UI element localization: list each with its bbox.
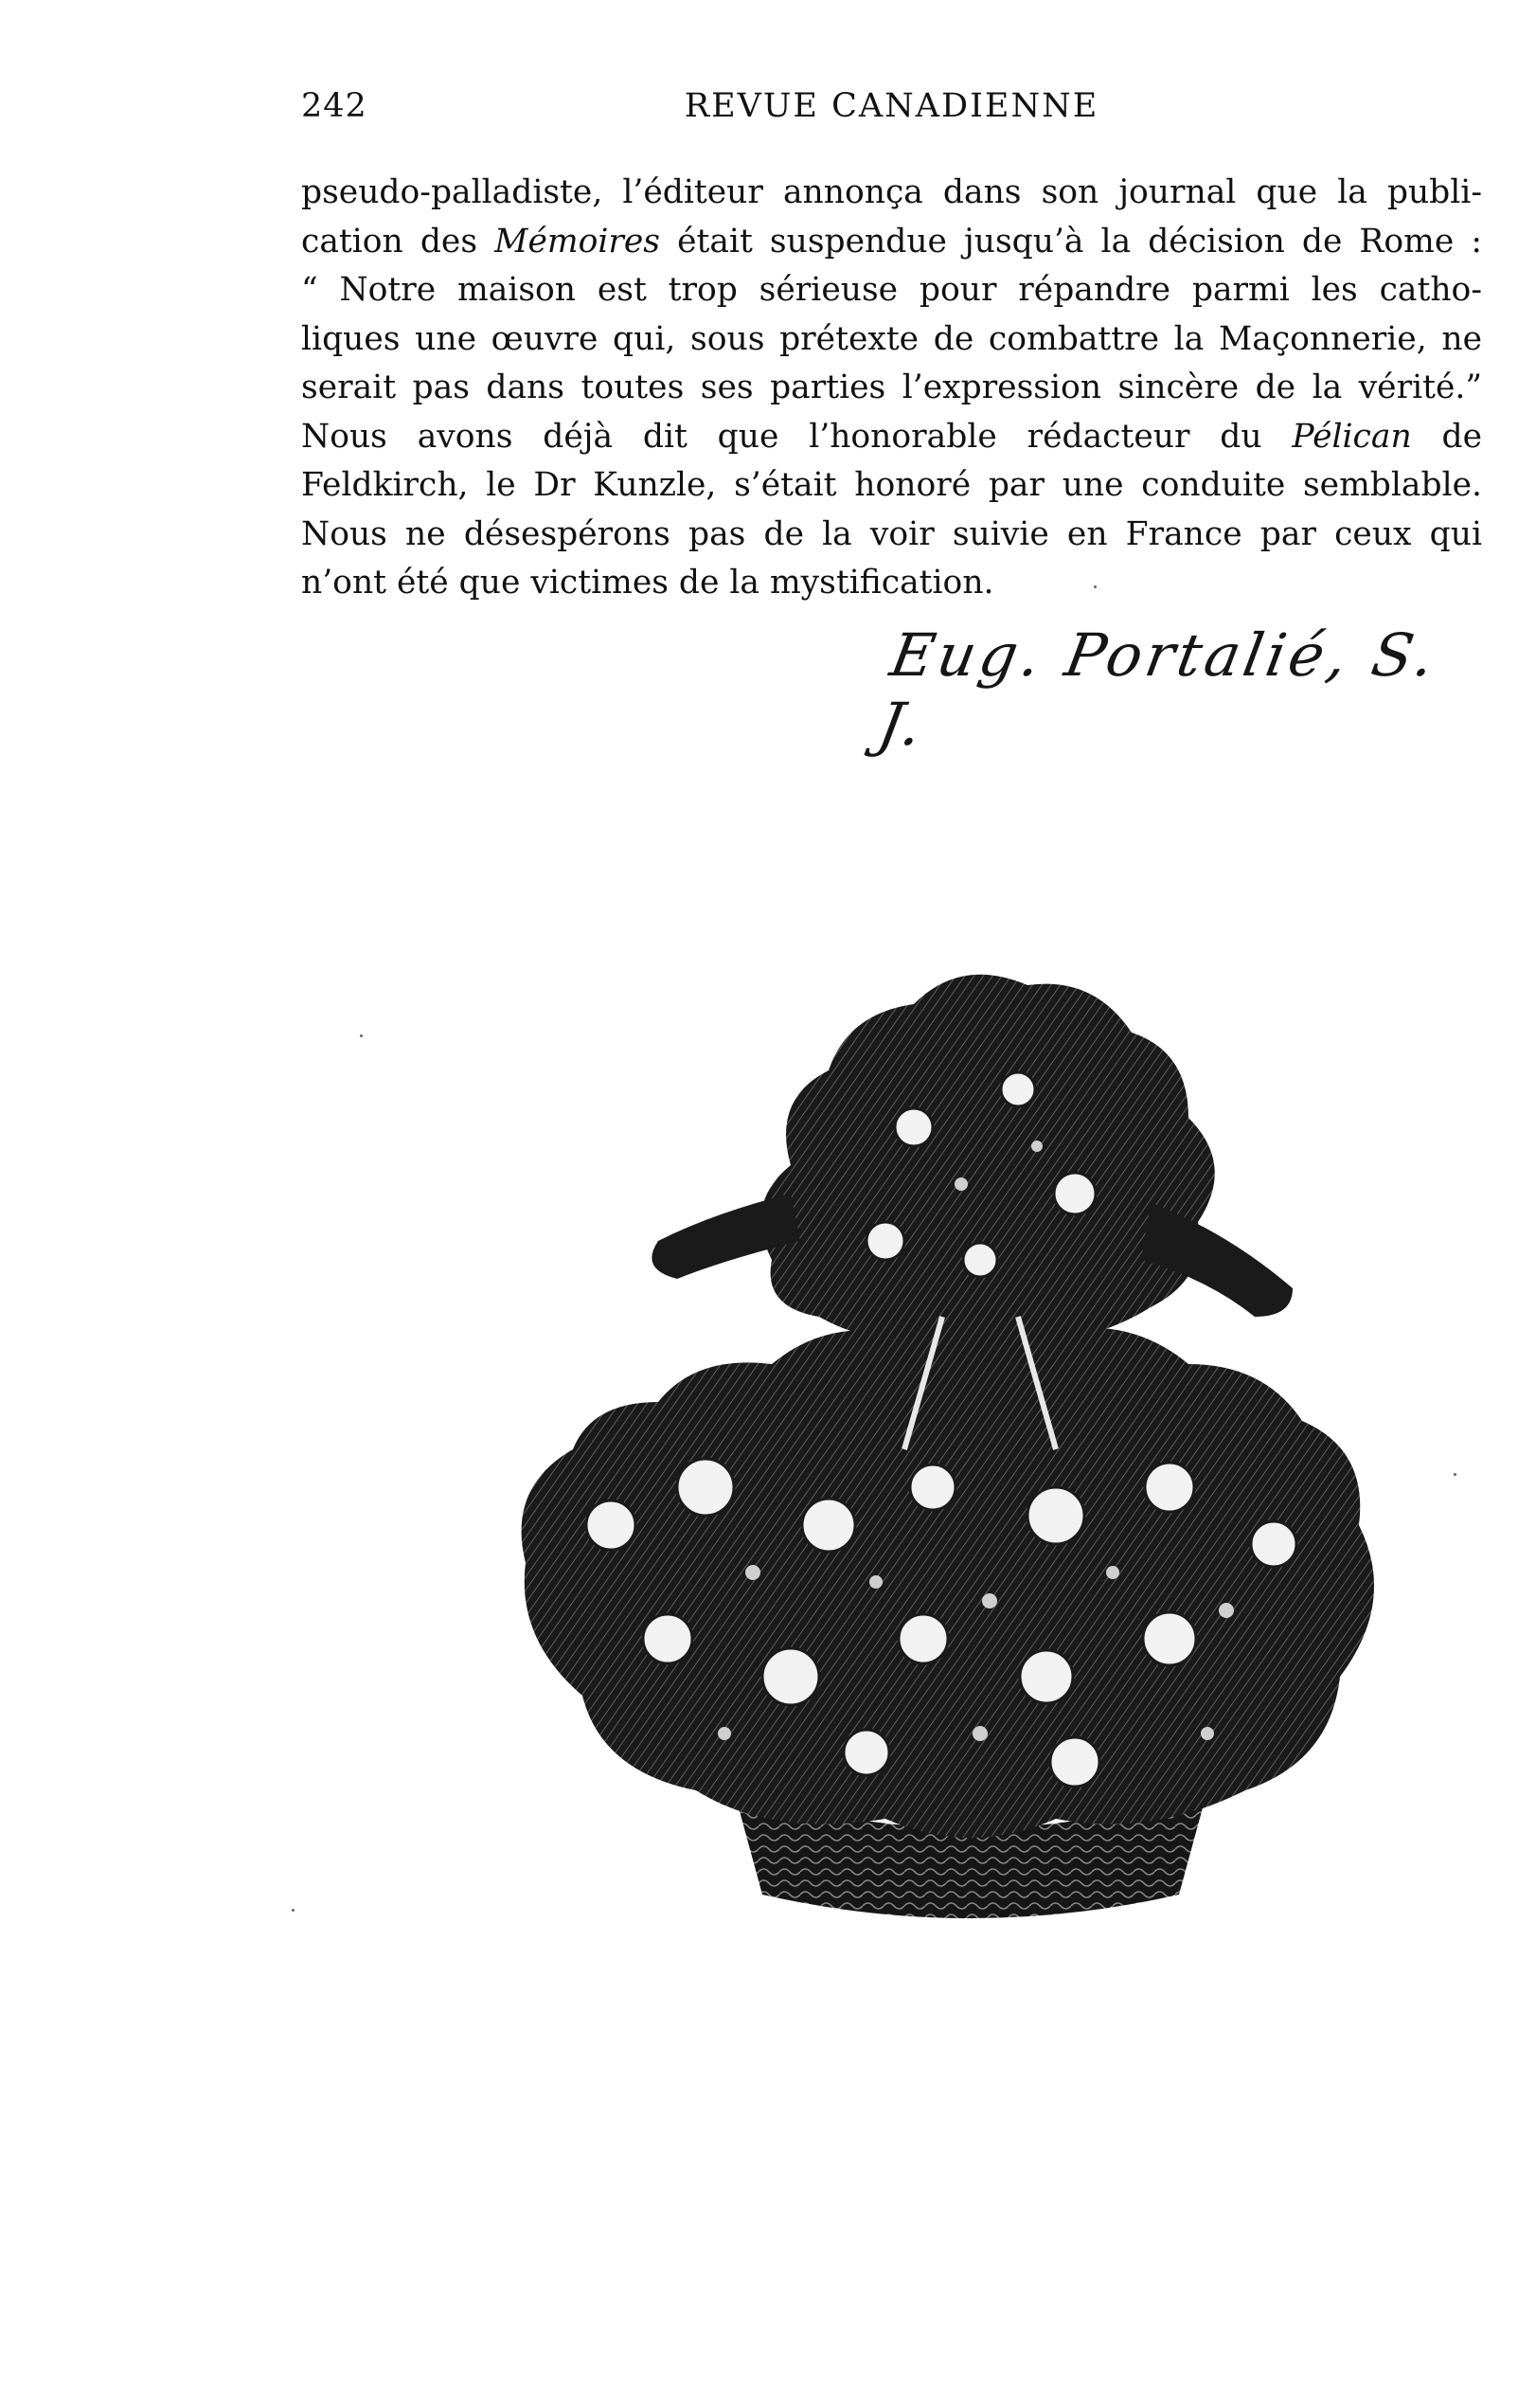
rose (1251, 1521, 1296, 1567)
rose (643, 1614, 692, 1663)
running-head: REVUE CANADIENNE (684, 87, 1099, 125)
text-line (301, 461, 1482, 511)
foliage-upper (761, 975, 1215, 1342)
text-line (301, 169, 1482, 218)
rose (1001, 1072, 1035, 1106)
rose (895, 1108, 933, 1146)
text-run: liques une œuvre qui, sous prétexte de combattre la Maçonnerie, ne (301, 319, 1482, 358)
italic-title: Pélican (1292, 417, 1412, 456)
sprig-right (1141, 1203, 1293, 1317)
text-run: “ Notre maison est trop sérieuse pour répandre parmi les catho- (301, 271, 1482, 309)
flower-basket-engraving-icon (488, 957, 1454, 1970)
rose (1020, 1650, 1073, 1703)
rose (1027, 1487, 1084, 1544)
text-run: serait pas dans toutes ses parties l’expression sincère de la vérité.” (301, 368, 1482, 406)
rose (586, 1501, 635, 1550)
italic-title: Mémoires (494, 222, 661, 261)
rose (899, 1614, 948, 1663)
text-run: cation des (301, 222, 495, 261)
text-run: Nous avons déjà dit que l’honorable rédacteur du (301, 417, 1293, 456)
text-line (301, 266, 1482, 315)
rose (1145, 1463, 1194, 1512)
text-line (301, 413, 1482, 462)
rose (1143, 1612, 1196, 1665)
foliage-lower (522, 1316, 1374, 1838)
rose (1050, 1737, 1099, 1787)
author-signature: Eug. Portalié, S. J. (873, 620, 1443, 759)
text-run: de (1411, 417, 1482, 456)
rose (963, 1243, 997, 1277)
text-run: était suspendue jusqu’à la décision de Rome : (660, 222, 1482, 261)
text-line (301, 218, 1482, 267)
text-line (301, 559, 1482, 608)
rose (866, 1222, 904, 1260)
text-run: Nous ne désespérons pas de la voir suivie en France par ceux qui (301, 514, 1482, 553)
rose (844, 1730, 889, 1775)
text-run: pseudo-palladiste, l’éditeur annonça dans son journal que la publi- (301, 173, 1482, 211)
rose (1054, 1173, 1096, 1214)
rose (677, 1459, 734, 1516)
text-run: Feldkirch, le Dr Kunzle, s’était honoré par une conduite semblable. (301, 466, 1482, 504)
rose (802, 1499, 855, 1552)
text-run: n’ont été que victimes de la mystification. (301, 564, 994, 602)
rose (762, 1648, 819, 1705)
page-header (301, 87, 1482, 135)
page-number: 242 (301, 87, 367, 125)
text-line (301, 511, 1482, 560)
rose (910, 1465, 956, 1510)
body-paragraph (301, 169, 1482, 608)
text-line (301, 315, 1482, 365)
text-line (301, 364, 1482, 413)
